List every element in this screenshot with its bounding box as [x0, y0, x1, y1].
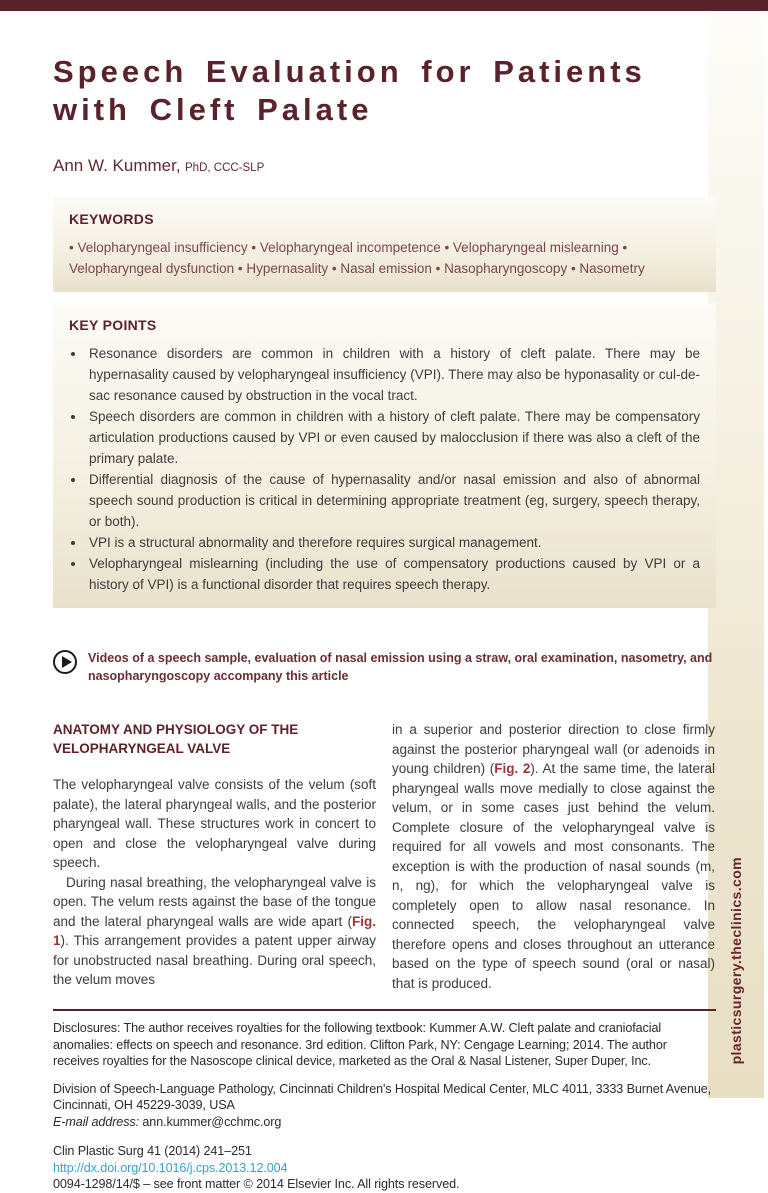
- play-triangle: [62, 656, 72, 668]
- key-points-list: [69, 343, 700, 595]
- title-line-2: with Cleft Palate: [53, 92, 373, 127]
- paragraph-text: ). This arrangement provides a patent upper airway for unobstructed nasal breathing. During oral speech, the velum moves: [53, 933, 376, 987]
- paragraph-anatomy-1: The velopharyngeal valve consists of the velum (soft palate), the lateral pharyngeal walls, and the posterior pharyngeal wall. These structures work in concert to open and close the velopharyngeal valve during speech.: [53, 777, 376, 870]
- disclosures-text: Disclosures: The author receives royalties for the following textbook: Kummer A.W. Cleft palate and craniofacial anomalies: effects on speech and resonance. 3rd edition. Clifton Park, NY: Cengage Learning; 2014. The author receives royalties for the Nasoscope clinical device, marketed as the Oral & Nasal Listener, Super Duper, Inc.: [53, 1021, 667, 1068]
- key-points-box: [53, 303, 716, 608]
- author-name: Ann W. Kummer,: [53, 156, 181, 175]
- page-title: [53, 53, 716, 129]
- key-point-item: • Differential diagnosis of the cause of hypernasality and/or nasal emission and also of abnormal speech sound production is critical in determining appropriate treatment (eg, surgery, speech therapy, or both).: [86, 469, 700, 532]
- title-line-1: Speech Evaluation for Patients: [53, 54, 646, 89]
- journal-url-vertical: plasticsurgery.theclinics.com: [728, 856, 744, 1064]
- email-label: E-mail address:: [53, 1114, 139, 1129]
- paragraph-text: ). At the same time, the lateral pharyngeal walls move medially to close against the velum, or in some cases just behind the velum. Complete closure of the velopharyngeal valve is required for all vowels and most consonants. The exception is with the production of nasal sounds (m, n, ng), for which the velopharyngeal valve is completely open to allow nasal resonance. In connected speech, the velopharyngeal valve therefore opens and closes throughout an utterance based on the type of speech sound (oral or nasal) that is produced.: [392, 761, 715, 991]
- section-heading: ANATOMY AND PHYSIOLOGY OF THE VELOPHARYNGEAL VALVE: [53, 722, 299, 756]
- body-columns: [53, 720, 716, 993]
- right-column: [392, 720, 715, 993]
- key-point-item: • Resonance disorders are common in children with a history of cleft palate. There may be hypernasality caused by velopharyngeal insufficiency (VPI). There may also be hyponasality or cul-de-sac resonance caused by obstruction in the vocal tract.: [86, 343, 700, 406]
- keywords-heading: KEYWORDS: [69, 211, 154, 227]
- doi-link[interactable]: http://dx.doi.org/10.1016/j.cps.2013.12.004: [53, 1160, 288, 1175]
- paragraph-text: in a superior and posterior direction to close firmly against the posterior pharyngeal wall (or adenoids in young children) (: [392, 722, 715, 776]
- page-edge-tab: [708, 11, 764, 1098]
- video-note-text: Videos of a speech sample, evaluation of nasal emission using a straw, oral examination, nasometry, and nasopharyngoscopy accompany this article: [88, 651, 713, 683]
- key-point-item: • VPI is a structural abnormality and therefore requires surgical management.: [86, 532, 700, 553]
- paragraph-anatomy-2: [53, 873, 376, 990]
- affiliation-text: Division of Speech-Language Pathology, Cincinnati Children's Hospital Medical Center, MLC 4011, 3333 Burnet Avenue, Cincinnati, OH 45229-3039, USA: [53, 1081, 712, 1112]
- left-column: [53, 720, 376, 993]
- key-point-item: • Velopharyngeal mislearning (including the use of compensatory productions caused by VPI or a history of VPI) is a functional disorder that requires speech therapy.: [86, 553, 700, 595]
- key-point-item: • Speech disorders are common in children with a history of cleft palate. There may be compensatory articulation productions caused by VPI or even caused by malocclusion if there was also a cleft of the primary palate.: [86, 406, 700, 469]
- play-icon[interactable]: [53, 650, 77, 674]
- fig1-reference[interactable]: Fig. 1: [53, 913, 376, 948]
- keywords-box: [53, 197, 716, 292]
- author-line: [53, 156, 716, 176]
- footer-separator-rule: [53, 1009, 716, 1011]
- article-page: [53, 11, 716, 1193]
- citation-block: [53, 1143, 716, 1193]
- copyright-text: 0094-1298/14/$ – see front matter © 2014 Elsevier Inc. All rights reserved.: [53, 1177, 460, 1191]
- email-address: ann.kummer@cchmc.org: [142, 1114, 282, 1129]
- video-note: [53, 649, 716, 685]
- fig2-reference[interactable]: Fig. 2: [494, 761, 531, 776]
- paragraph-anatomy-3: [392, 720, 715, 993]
- keywords-list: • Velopharyngeal insufficiency • Velopharyngeal incompetence • Velopharyngeal mislearning • Velopharyngeal dysfunction • Hypernasality • Nasal emission • Nasopharyngoscopy • Nasometry: [69, 240, 645, 276]
- key-points-heading: KEY POINTS: [69, 317, 157, 333]
- affiliation-block: [53, 1081, 716, 1131]
- paragraph-text: During nasal breathing, the velopharyngeal valve is open. The velum rests against the base of the tongue and the lateral pharyngeal walls are wide apart (: [53, 874, 376, 929]
- top-accent-bar: [0, 0, 768, 11]
- citation-text: Clin Plastic Surg 41 (2014) 241–251: [53, 1144, 252, 1158]
- author-credentials: PhD, CCC-SLP: [185, 162, 265, 174]
